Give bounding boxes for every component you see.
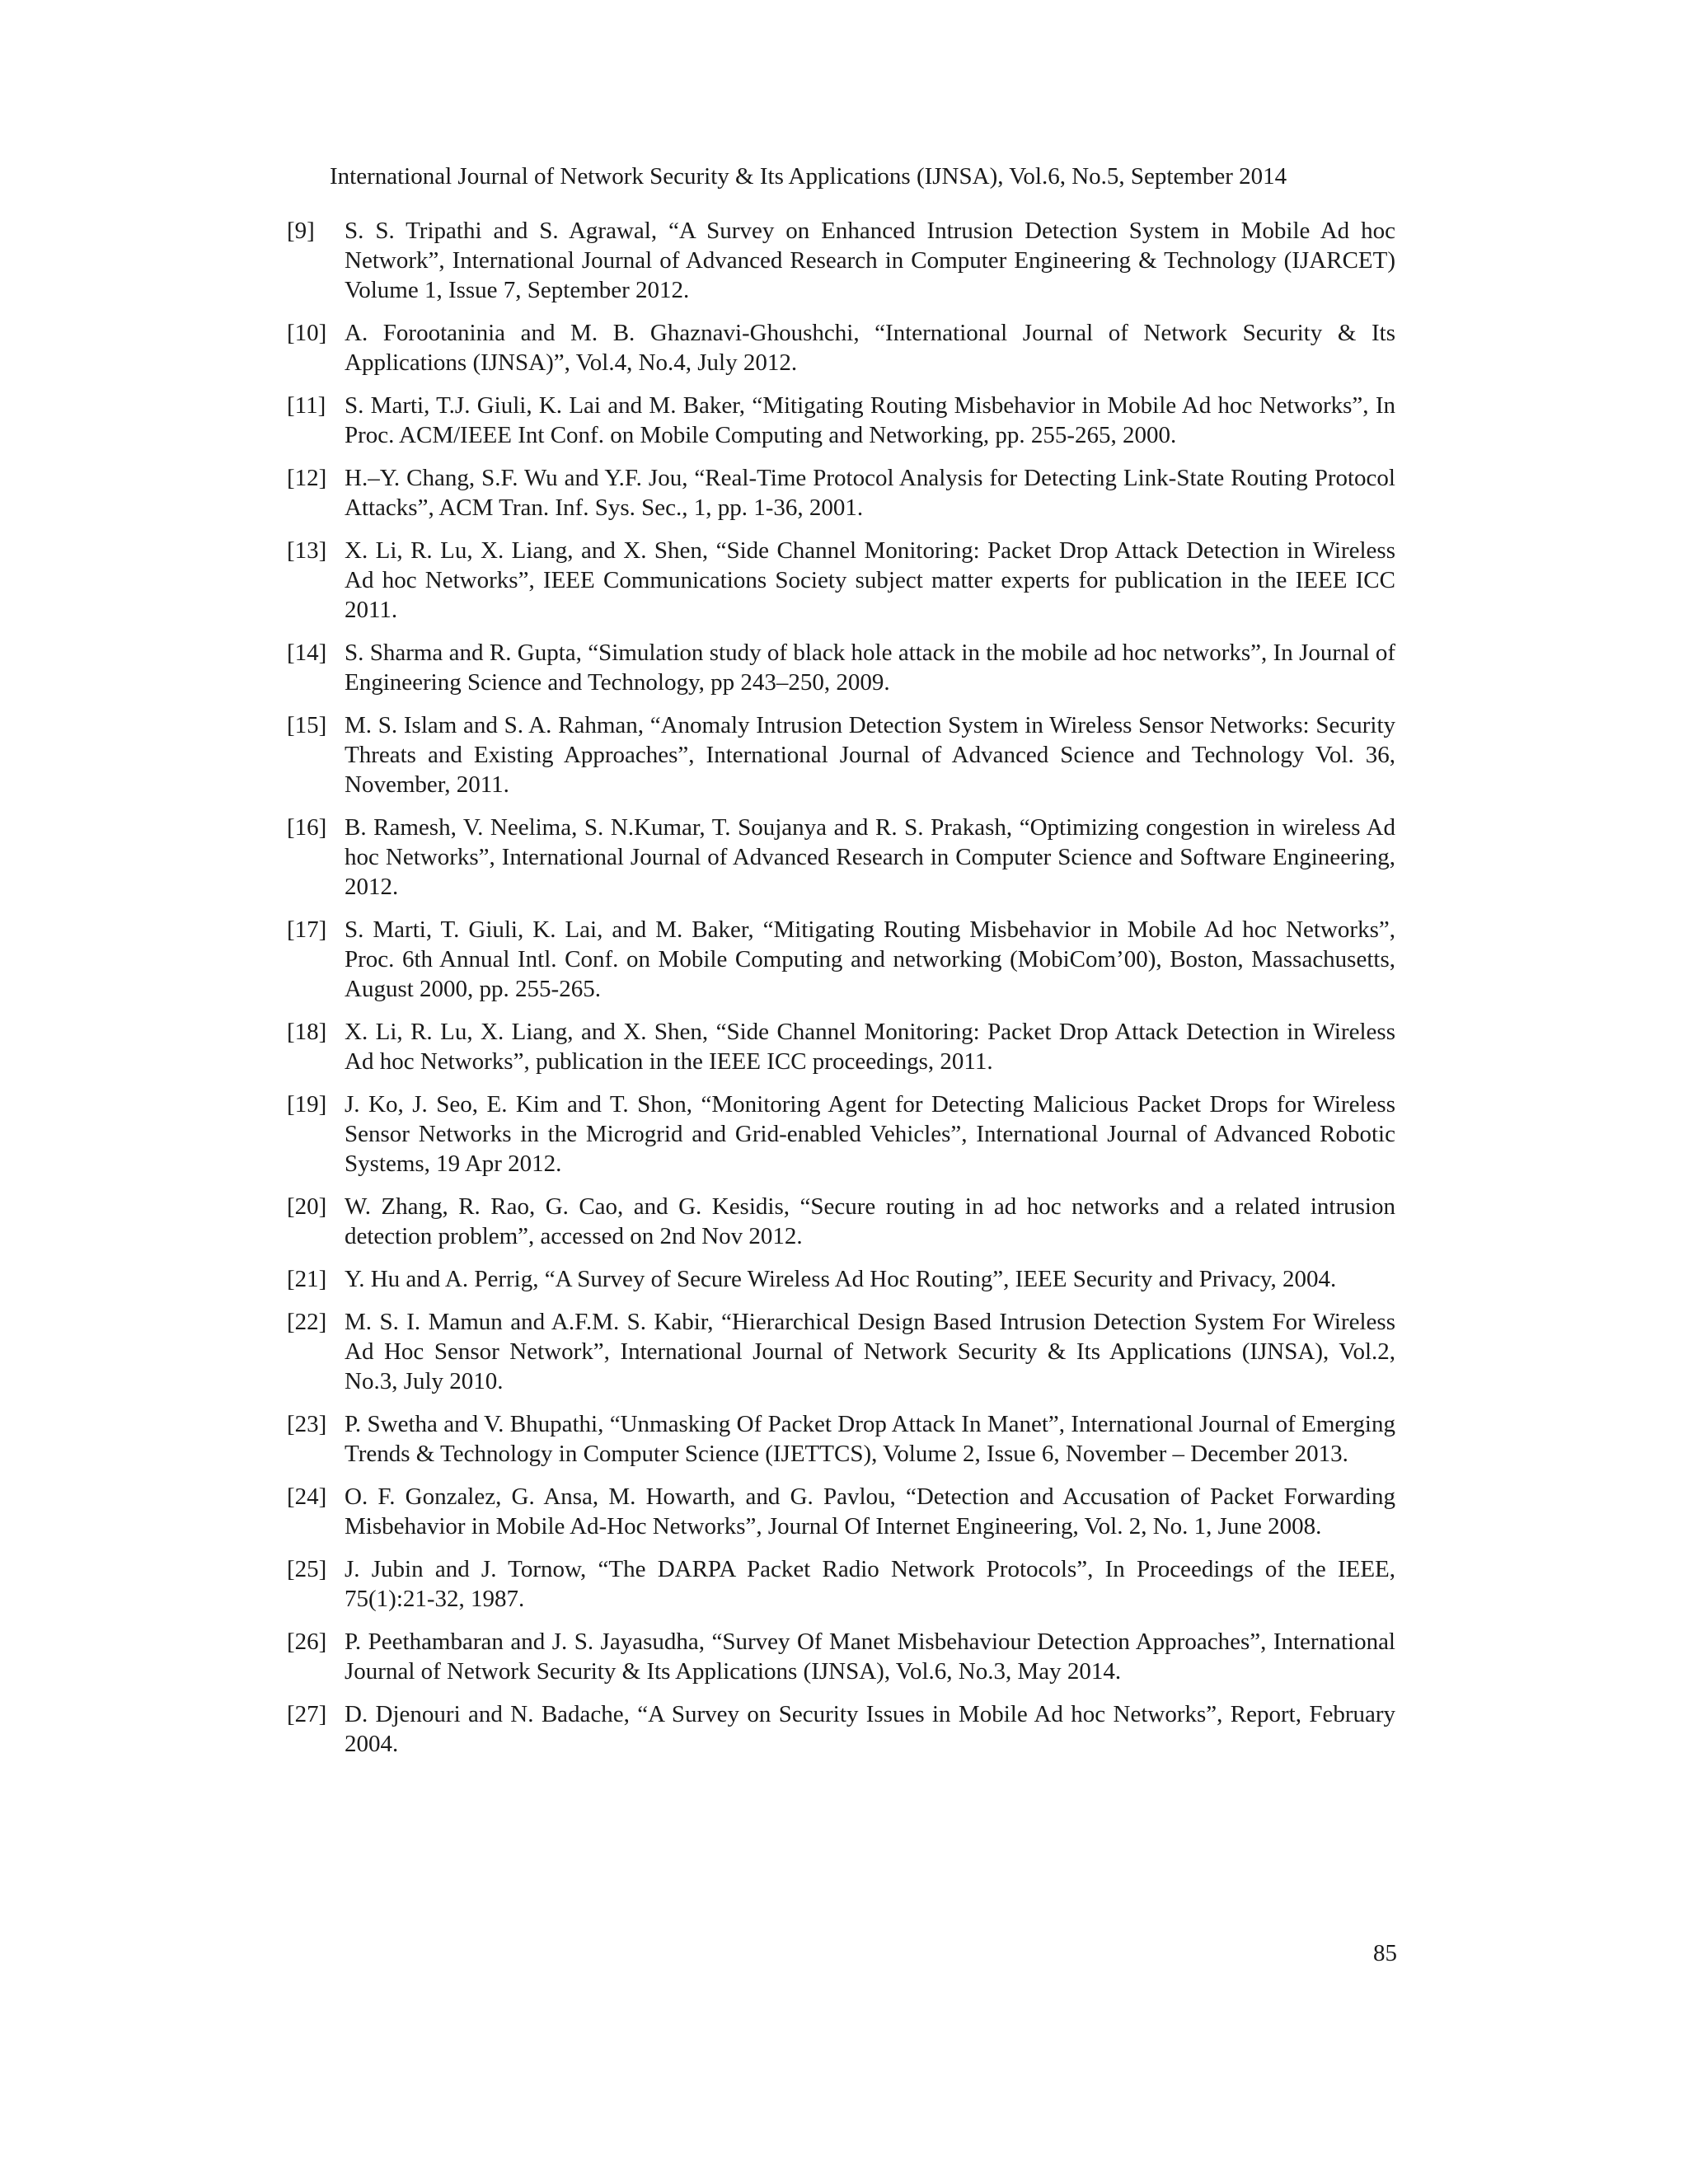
reference-number: [26] xyxy=(287,1629,327,1655)
reference-text: M. S. Islam and S. A. Rahman, “Anomaly Intrusion Detection System in Wireless Sensor Networks: Security Threats and Existing Approaches”, International Journal of Advanced Science and Technology Vol. 36, November, 2011. xyxy=(345,712,1395,798)
reference-text: S. Sharma and R. Gupta, “Simulation study of black hole attack in the mobile ad hoc networks”, In Journal of Engineering Science and Technology, pp 243–250, 2009. xyxy=(345,640,1395,696)
reference-text: S. S. Tripathi and S. Agrawal, “A Survey on Enhanced Intrusion Detection System in Mobile Ad hoc Network”, International Journal of Advanced Research in Computer Engineering & Technology (IJARCET) Volume 1, Issue 7, September 2012. xyxy=(345,218,1395,303)
running-header: International Journal of Network Security & Its Applications (IJNSA), Vol.6, No.5, September 2014 xyxy=(330,163,1287,190)
reference-text: D. Djenouri and N. Badache, “A Survey on Security Issues in Mobile Ad hoc Networks”, Report, February 2004. xyxy=(345,1701,1395,1757)
reference-text: B. Ramesh, V. Neelima, S. N.Kumar, T. Soujanya and R. S. Prakash, “Optimizing congestion in wireless Ad hoc Networks”, International Journal of Advanced Research in Computer Science and Software Engineering, 2012. xyxy=(345,814,1395,900)
reference-item xyxy=(287,1090,1395,1179)
reference-item xyxy=(287,1017,1395,1076)
reference-text: S. Marti, T.J. Giuli, K. Lai and M. Baker, “Mitigating Routing Misbehavior in Mobile Ad hoc Networks”, In Proc. ACM/IEEE Int Conf. on Mobile Computing and Networking, pp. 255-265, 2000. xyxy=(345,392,1395,448)
reference-item xyxy=(287,1699,1395,1759)
reference-item xyxy=(287,1409,1395,1469)
reference-text: X. Li, R. Lu, X. Liang, and X. Shen, “Side Channel Monitoring: Packet Drop Attack Detection in Wireless Ad hoc Networks”, IEEE Communications Society subject matter experts for publication in the IEEE ICC 2011. xyxy=(345,537,1395,623)
reference-text: P. Swetha and V. Bhupathi, “Unmasking Of Packet Drop Attack In Manet”, International Journal of Emerging Trends & Technology in Computer Science (IJETTCS), Volume 2, Issue 6, November – December 2013. xyxy=(345,1411,1395,1467)
reference-text: H.–Y. Chang, S.F. Wu and Y.F. Jou, “Real-Time Protocol Analysis for Detecting Link-State Routing Protocol Attacks”, ACM Tran. Inf. Sys. Sec., 1, pp. 1-36, 2001. xyxy=(345,465,1395,521)
reference-item xyxy=(287,1482,1395,1541)
reference-item xyxy=(287,1264,1395,1294)
reference-number: [9] xyxy=(287,218,315,244)
reference-number: [15] xyxy=(287,712,327,738)
reference-number: [20] xyxy=(287,1193,327,1220)
reference-text: W. Zhang, R. Rao, G. Cao, and G. Kesidis, “Secure routing in ad hoc networks and a related intrusion detection problem”, accessed on 2nd Nov 2012. xyxy=(345,1193,1395,1249)
reference-number: [12] xyxy=(287,465,327,491)
reference-number: [18] xyxy=(287,1019,327,1045)
reference-item xyxy=(287,710,1395,799)
reference-number: [21] xyxy=(287,1266,327,1292)
reference-number: [14] xyxy=(287,640,327,666)
reference-item xyxy=(287,638,1395,697)
reference-number: [25] xyxy=(287,1556,327,1582)
reference-item xyxy=(287,813,1395,902)
reference-text: M. S. I. Mamun and A.F.M. S. Kabir, “Hierarchical Design Based Intrusion Detection System For Wireless Ad Hoc Sensor Network”, International Journal of Network Security & Its Applications (IJNSA), Vol.2, No.3, July 2010. xyxy=(345,1309,1395,1394)
reference-item xyxy=(287,1627,1395,1686)
reference-list xyxy=(287,216,1395,1772)
reference-text: J. Jubin and J. Tornow, “The DARPA Packet Radio Network Protocols”, In Proceedings of the IEEE, 75(1):21-32, 1987. xyxy=(345,1556,1395,1612)
reference-text: Y. Hu and A. Perrig, “A Survey of Secure Wireless Ad Hoc Routing”, IEEE Security and Privacy, 2004. xyxy=(345,1266,1337,1292)
reference-number: [13] xyxy=(287,537,327,564)
reference-number: [16] xyxy=(287,814,327,841)
reference-number: [23] xyxy=(287,1411,327,1437)
reference-number: [19] xyxy=(287,1091,327,1118)
reference-number: [27] xyxy=(287,1701,327,1727)
reference-number: [17] xyxy=(287,916,327,943)
reference-text: X. Li, R. Lu, X. Liang, and X. Shen, “Side Channel Monitoring: Packet Drop Attack Detection in Wireless Ad hoc Networks”, publication in the IEEE ICC proceedings, 2011. xyxy=(345,1019,1395,1075)
reference-item xyxy=(287,1307,1395,1396)
reference-number: [11] xyxy=(287,392,326,419)
reference-item xyxy=(287,463,1395,523)
reference-text: P. Peethambaran and J. S. Jayasudha, “Survey Of Manet Misbehaviour Detection Approaches”, International Journal of Network Security & Its Applications (IJNSA), Vol.6, No.3, May 2014. xyxy=(345,1629,1395,1685)
reference-item xyxy=(287,1554,1395,1614)
reference-number: [24] xyxy=(287,1483,327,1510)
reference-item xyxy=(287,216,1395,305)
reference-item xyxy=(287,915,1395,1004)
reference-text: J. Ko, J. Seo, E. Kim and T. Shon, “Monitoring Agent for Detecting Malicious Packet Drops for Wireless Sensor Networks in the Microgrid and Grid-enabled Vehicles”, International Journal of Advanced Robotic Systems, 19 Apr 2012. xyxy=(345,1091,1395,1177)
reference-item xyxy=(287,1192,1395,1251)
reference-number: [22] xyxy=(287,1309,327,1335)
reference-item xyxy=(287,391,1395,450)
page-number: 85 xyxy=(1373,1940,1397,1966)
reference-text: A. Forootaninia and M. B. Ghaznavi-Ghoushchi, “International Journal of Network Security & Its Applications (IJNSA)”, Vol.4, No.4, July 2012. xyxy=(345,320,1395,376)
reference-item xyxy=(287,318,1395,377)
reference-number: [10] xyxy=(287,320,327,346)
reference-text: S. Marti, T. Giuli, K. Lai, and M. Baker, “Mitigating Routing Misbehavior in Mobile Ad hoc Networks”, Proc. 6th Annual Intl. Conf. on Mobile Computing and networking (MobiCom’00), Boston, Massachusetts, August 2000, pp. 255-265. xyxy=(345,916,1395,1002)
reference-text: O. F. Gonzalez, G. Ansa, M. Howarth, and G. Pavlou, “Detection and Accusation of Packet Forwarding Misbehavior in Mobile Ad-Hoc Networks”, Journal Of Internet Engineering, Vol. 2, No. 1, June 2008. xyxy=(345,1483,1395,1540)
reference-item xyxy=(287,536,1395,625)
